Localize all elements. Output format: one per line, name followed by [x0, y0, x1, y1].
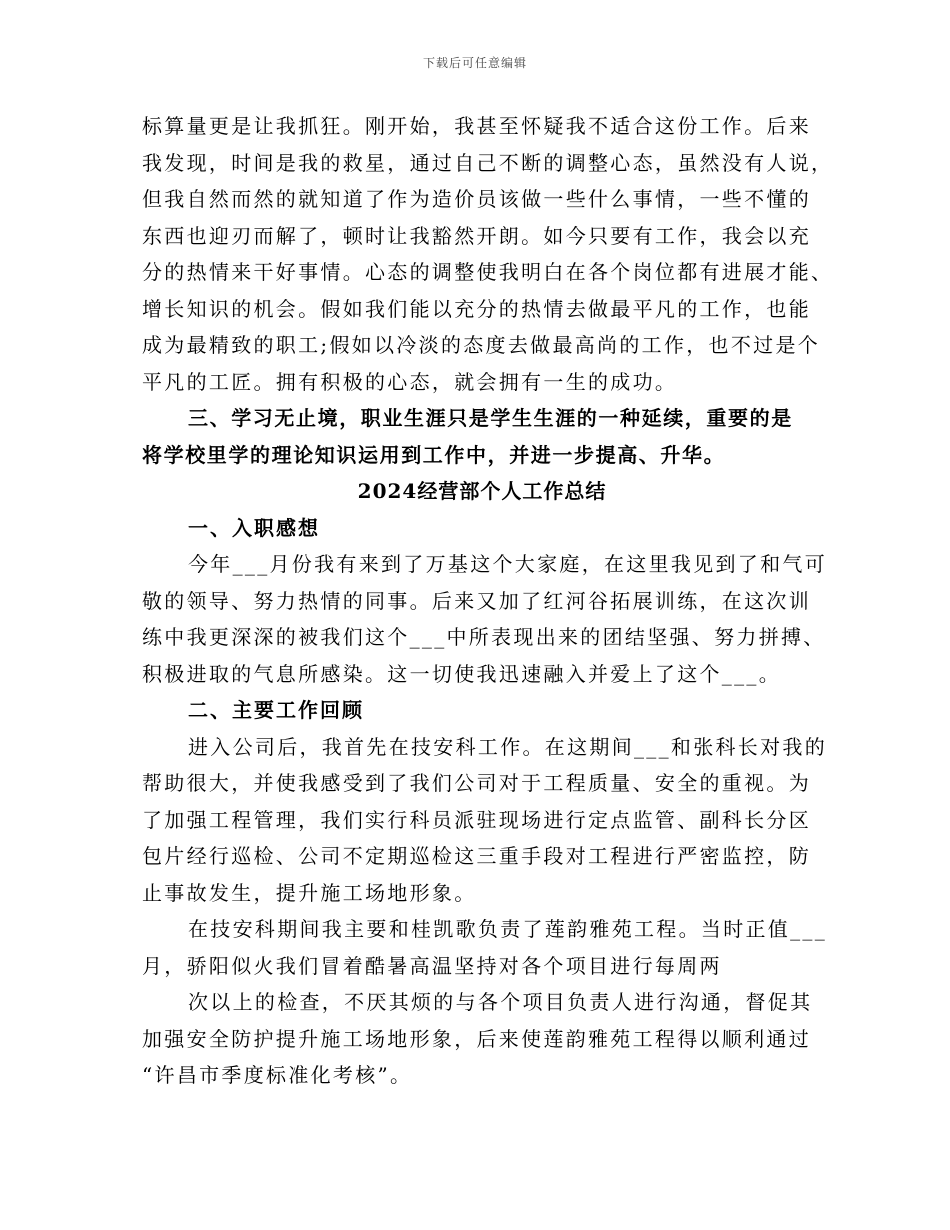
text-line: 今年___月份我有来到了万基这个大家庭，在这里我见到了和气可	[188, 552, 827, 576]
paragraph	[142, 108, 834, 400]
paragraph	[142, 911, 827, 984]
text-line: “许昌市季度标准化考核”。	[142, 1063, 413, 1087]
text-line: 进入公司后，我首先在技安科工作。在这期间___和张科长对我的	[188, 734, 827, 759]
text-line: 止事故发生，提升施工场地形象。	[142, 880, 477, 905]
text-line: 平凡的工匠。拥有积极的心态，就会拥有一生的成功。	[142, 369, 678, 394]
section-heading: 一、入职感想	[188, 515, 320, 540]
text-line: 三、学习无止境，职业生涯只是学生生涯的一种延续，重要的是	[188, 406, 793, 430]
text-line: 帮助很大，并使我感受到了我们公司对于工程质量、安全的重视。为	[142, 771, 811, 795]
text-line: 成为最精致的职工;假如以冷淡的态度去做最高尚的工作，也不过是个	[142, 333, 821, 357]
text-line: 在技安科期间我主要和桂凯歌负责了莲韵雅苑工程。当时正值___	[188, 917, 827, 941]
text-line: 增长知识的机会。假如我们能以充分的热情去做最平凡的工作，也能	[142, 296, 811, 321]
document-title: 2024经营部个人工作总结	[357, 479, 607, 503]
text-line: 练中我更深深的被我们这个___中所表现出来的团结坚强、努力拼搏、	[142, 625, 826, 649]
text-line: 分的热情来干好事情。心态的调整使我明白在各个岗位都有进展才能、	[142, 260, 834, 284]
bold-paragraph	[142, 400, 822, 473]
paragraph	[142, 729, 827, 912]
text-line: 将学校里学的理论知识运用到工作中，并进一步提高、升华。	[142, 442, 726, 467]
text-line: 了加强工程管理，我们实行科员派驻现场进行定点监管、副科长分区	[142, 807, 811, 832]
text-line: 我发现，时间是我的救星，通过自己不断的调整心态，虽然没有人说，	[142, 150, 834, 175]
page-header: 下载后可任意编辑	[422, 56, 527, 70]
text-line: 次以上的检查，不厌其烦的与各个项目负责人进行沟通，督促其	[188, 990, 813, 1014]
text-line: 加强安全防护提升施工场地形象，后来使莲韵雅苑工程得以顺利通过	[142, 1026, 811, 1051]
paragraph	[142, 546, 827, 692]
text-line: 标算量更是让我抓狂。刚开始，我甚至怀疑我不适合这份工作。后来	[142, 114, 811, 138]
document-body	[142, 108, 834, 1094]
text-line: 月，骄阳似火我们冒着酷暑高温坚持对各个项目进行每周两	[142, 953, 722, 978]
section-heading: 二、主要工作回顾	[188, 698, 364, 722]
text-line: 东西也迎刃而解了，顿时让我豁然开朗。如今只要有工作，我会以充	[142, 223, 811, 248]
paragraph	[142, 984, 822, 1094]
text-line: 包片经行巡检、公司不定期巡检这三重手段对工程进行严密监控，防	[142, 844, 811, 868]
text-line: 积极进取的气息所感染。这一切使我迅速融入并爱上了这个___。	[142, 661, 781, 686]
text-line: 敬的领导、努力热情的同事。后来又加了红河谷拓展训练，在这次训	[142, 588, 811, 613]
text-line: 但我自然而然的就知道了作为造价员该做一些什么事情，一些不懂的	[142, 187, 811, 211]
